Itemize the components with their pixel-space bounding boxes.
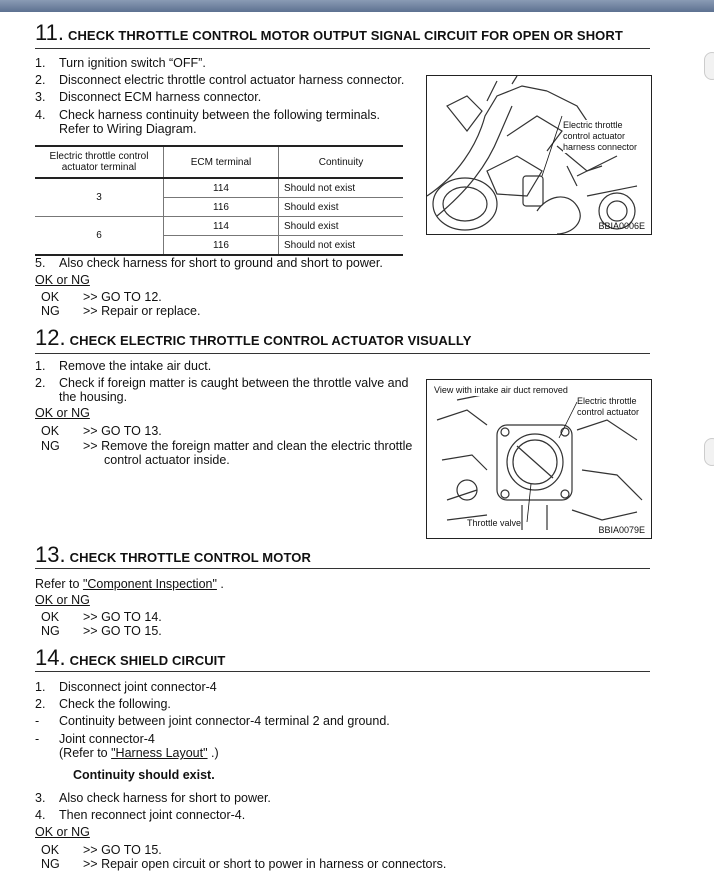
step14-refer: (Refer to "Harness Layout" .) bbox=[59, 746, 219, 760]
figure1-code: BBIA0006E bbox=[598, 221, 645, 231]
step14-ng-result: NG >> Repair open circuit or short to power in harness or connectors. bbox=[41, 857, 447, 871]
step12-ng-result-cont: control actuator inside. bbox=[104, 453, 230, 467]
table-cell-actuator: 3 bbox=[35, 178, 164, 217]
step13-ok-or-ng: OK or NG bbox=[35, 593, 90, 607]
step14-title: CHECK SHIELD CIRCUIT bbox=[69, 653, 226, 668]
top-bar bbox=[0, 0, 714, 12]
step14-item-6: 4. Then reconnect joint connector-4. bbox=[35, 808, 246, 822]
step11-title: CHECK THROTTLE CONTROL MOTOR OUTPUT SIGNAL CIRCUIT FOR OPEN OR SHORT bbox=[67, 28, 623, 43]
step12-item-1: 1. Remove the intake air duct. bbox=[35, 359, 212, 373]
step12-item-2-cont: the housing. bbox=[59, 390, 128, 404]
table-cell-continuity: Should exist bbox=[279, 198, 404, 217]
table-row bbox=[35, 217, 403, 236]
step14-number: 14. bbox=[35, 645, 66, 670]
step12-ok-or-ng: OK or NG bbox=[35, 406, 90, 420]
step11-number: 11. bbox=[35, 20, 64, 45]
step14-heading bbox=[35, 645, 650, 672]
step12-title: CHECK ELECTRIC THROTTLE CONTROL ACTUATOR VISUALLY bbox=[69, 333, 472, 348]
step12-heading bbox=[35, 325, 650, 354]
table-cell-continuity: Should exist bbox=[279, 217, 404, 236]
scroll-edge-marker bbox=[704, 52, 714, 80]
step14-item-4: - Joint connector-4 bbox=[35, 732, 155, 746]
step11-item-1: 1. Turn ignition switch “OFF”. bbox=[35, 56, 206, 70]
step14-item-1: 1. Disconnect joint connector-4 bbox=[35, 680, 217, 694]
continuity-table bbox=[35, 145, 403, 256]
figure2-label: Electric throttle control actuator bbox=[577, 396, 647, 418]
step11-ok-result: OK >> GO TO 12. bbox=[41, 290, 162, 304]
table-cell-ecm: 114 bbox=[164, 217, 279, 236]
step13-refer: Refer to "Component Inspection" . bbox=[35, 577, 224, 591]
figure2-caption: View with intake air duct removed bbox=[434, 385, 568, 395]
step13-number: 13. bbox=[35, 542, 66, 567]
step14-item-5: 3. Also check harness for short to power. bbox=[35, 791, 271, 805]
step11-item-5: 5. Also check harness for short to ground and short to power. bbox=[35, 256, 383, 270]
step14-ok-result: OK >> GO TO 15. bbox=[41, 843, 162, 857]
step12-ok-result: OK >> GO TO 13. bbox=[41, 424, 162, 438]
figure2-code: BBIA0079E bbox=[598, 525, 645, 535]
engine-illustration bbox=[427, 76, 651, 234]
harness-layout-link[interactable]: "Harness Layout" bbox=[111, 746, 208, 760]
step11-ng-result: NG >> Repair or replace. bbox=[41, 304, 201, 318]
step13-ng-result: NG >> GO TO 15. bbox=[41, 624, 162, 638]
table-cell-ecm: 116 bbox=[164, 236, 279, 256]
step11-item-2: 2. Disconnect electric throttle control actuator harness connector. bbox=[35, 73, 405, 87]
table-cell-ecm: 116 bbox=[164, 198, 279, 217]
table-cell-continuity: Should not exist bbox=[279, 236, 404, 256]
step13-title: CHECK THROTTLE CONTROL MOTOR bbox=[69, 550, 311, 565]
table-header-actuator: Electric throttle control actuator terminal bbox=[35, 146, 164, 178]
step13-heading bbox=[35, 542, 650, 569]
step14-item-3: - Continuity between joint connector-4 terminal 2 and ground. bbox=[35, 714, 390, 728]
step12-ng-result: NG >> Remove the foreign matter and clean the electric throttle bbox=[41, 439, 413, 453]
step11-item-4-sub: Refer to Wiring Diagram. bbox=[59, 122, 197, 136]
table-header-continuity: Continuity bbox=[279, 146, 404, 178]
component-inspection-link[interactable]: "Component Inspection" bbox=[82, 577, 217, 591]
step13-ok-result: OK >> GO TO 14. bbox=[41, 610, 162, 624]
step14-ok-or-ng: OK or NG bbox=[35, 825, 90, 839]
step11-ok-or-ng: OK or NG bbox=[35, 273, 90, 287]
step14-item-2: 2. Check the following. bbox=[35, 697, 171, 711]
table-header-row bbox=[35, 146, 403, 178]
harness-connector-figure bbox=[426, 75, 652, 235]
step11-heading bbox=[35, 20, 650, 49]
scroll-edge-marker bbox=[704, 438, 714, 466]
figure1-label: Electric throttle control actuator harness connector bbox=[563, 120, 649, 153]
table-cell-actuator: 6 bbox=[35, 217, 164, 256]
figure2-valve-label: Throttle valve bbox=[467, 518, 522, 528]
table-cell-continuity: Should not exist bbox=[279, 178, 404, 198]
step11-item-3: 3. Disconnect ECM harness connector. bbox=[35, 90, 262, 104]
throttle-actuator-figure bbox=[426, 379, 652, 539]
table-cell-ecm: 114 bbox=[164, 178, 279, 198]
step12-item-2: 2. Check if foreign matter is caught between the throttle valve and bbox=[35, 376, 409, 390]
step11-item-4: 4. Check harness continuity between the following terminals. bbox=[35, 108, 381, 122]
table-row bbox=[35, 178, 403, 198]
continuity-note: Continuity should exist. bbox=[73, 768, 215, 782]
table-header-ecm: ECM terminal bbox=[164, 146, 279, 178]
step12-number: 12. bbox=[35, 325, 66, 350]
